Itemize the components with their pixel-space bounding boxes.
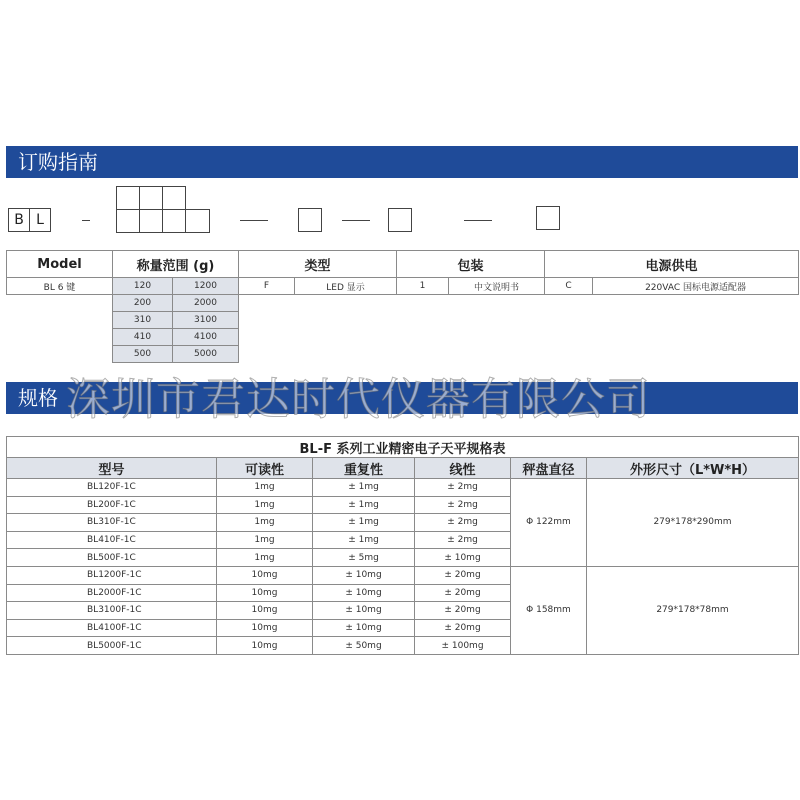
spec-title: 规格 [18,386,58,410]
spec-table [6,436,799,655]
package-code-box [388,208,412,232]
linearity-cell: ± 20mg [415,619,511,637]
spec-banner [6,382,798,414]
header-dimensions: 外形尺寸（L*W*H） [587,458,799,479]
linearity-cell: ± 2mg [415,479,511,497]
linearity-cell: ± 2mg [415,514,511,532]
linearity-cell: ± 2mg [415,531,511,549]
model-cell: BL4100F-1C [7,619,217,637]
readability-cell: 1mg [217,531,313,549]
order-guide-banner [6,146,798,178]
type-desc-cell: LED 显示 [295,278,397,295]
header-repeatability: 重复性 [313,458,415,479]
model-cell: BL200F-1C [7,496,217,514]
repeatability-cell: ± 1mg [313,479,415,497]
dimensions-cell: 279*178*78mm [587,566,799,654]
range-cell: 120 [113,278,173,295]
range-cell: 3100 [173,312,239,329]
code-letter-b: B [8,208,30,232]
package-desc-cell: 中文说明书 [449,278,545,295]
header-pan-diameter: 秤盘直径 [511,458,587,479]
repeatability-cell: ± 1mg [313,514,415,532]
pan-diameter-cell: Φ 158mm [511,566,587,654]
pan-diameter-cell: Φ 122mm [511,479,587,567]
range-cell: 200 [113,295,173,312]
range-cell: 410 [113,329,173,346]
header-type: 类型 [239,251,397,278]
repeatability-cell: ± 10mg [313,619,415,637]
model-cell: BL410F-1C [7,531,217,549]
header-readability: 可读性 [217,458,313,479]
header-package: 包装 [397,251,545,278]
readability-cell: 10mg [217,637,313,655]
linearity-cell: ± 20mg [415,602,511,620]
header-model: 型号 [7,458,217,479]
repeatability-cell: ± 1mg [313,496,415,514]
readability-cell: 1mg [217,496,313,514]
table-row [7,566,799,584]
code-dash [82,220,90,221]
model-cell: BL 6 键 [7,278,113,295]
range-cell: 310 [113,312,173,329]
range-digit-box [116,209,140,233]
code-dash [464,220,492,221]
range-digit-box [162,209,186,233]
linearity-cell: ± 20mg [415,566,511,584]
repeatability-cell: ± 50mg [313,637,415,655]
model-cell: BL5000F-1C [7,637,217,655]
code-dash [240,220,268,221]
linearity-cell: ± 100mg [415,637,511,655]
readability-cell: 10mg [217,584,313,602]
header-model: Model [7,251,113,278]
repeatability-cell: ± 1mg [313,531,415,549]
range-cell: 2000 [173,295,239,312]
power-desc-cell: 220VAC 国标电源适配器 [593,278,799,295]
readability-cell: 10mg [217,602,313,620]
repeatability-cell: ± 10mg [313,566,415,584]
readability-cell: 1mg [217,514,313,532]
company-watermark: 深圳市君达时代仪器有限公司 [66,374,651,425]
model-cell: BL3100F-1C [7,602,217,620]
type-code-cell: F [239,278,295,295]
repeatability-cell: ± 10mg [313,584,415,602]
range-digit-box [185,209,210,233]
model-cell: BL500F-1C [7,549,217,567]
model-cell: BL1200F-1C [7,566,217,584]
model-cell: BL310F-1C [7,514,217,532]
repeatability-cell: ± 5mg [313,549,415,567]
order-guide-title: 订购指南 [18,150,98,174]
header-weighing-range: 称量范围 (g) [113,251,239,278]
linearity-cell: ± 2mg [415,496,511,514]
model-cell: BL2000F-1C [7,584,217,602]
model-cell: BL120F-1C [7,479,217,497]
header-power: 电源供电 [545,251,799,278]
range-cell: 4100 [173,329,239,346]
package-code-cell: 1 [397,278,449,295]
type-code-box [298,208,322,232]
order-guide-table [6,250,799,363]
range-cell: 500 [113,346,173,363]
readability-cell: 1mg [217,549,313,567]
linearity-cell: ± 20mg [415,584,511,602]
code-dash [342,220,370,221]
power-code-box [536,206,560,230]
readability-cell: 10mg [217,619,313,637]
range-cell: 1200 [173,278,239,295]
dimensions-cell: 279*178*290mm [587,479,799,567]
range-digit-box [162,186,186,210]
range-digit-box [139,209,163,233]
range-digit-box [139,186,163,210]
repeatability-cell: ± 10mg [313,602,415,620]
readability-cell: 10mg [217,566,313,584]
power-code-cell: C [545,278,593,295]
range-digit-box [116,186,140,210]
linearity-cell: ± 10mg [415,549,511,567]
header-linearity: 线性 [415,458,511,479]
spec-table-title: BL-F 系列工业精密电子天平规格表 [7,437,799,458]
code-letter-l: L [29,208,51,232]
table-row [7,479,799,497]
readability-cell: 1mg [217,479,313,497]
range-cell: 5000 [173,346,239,363]
